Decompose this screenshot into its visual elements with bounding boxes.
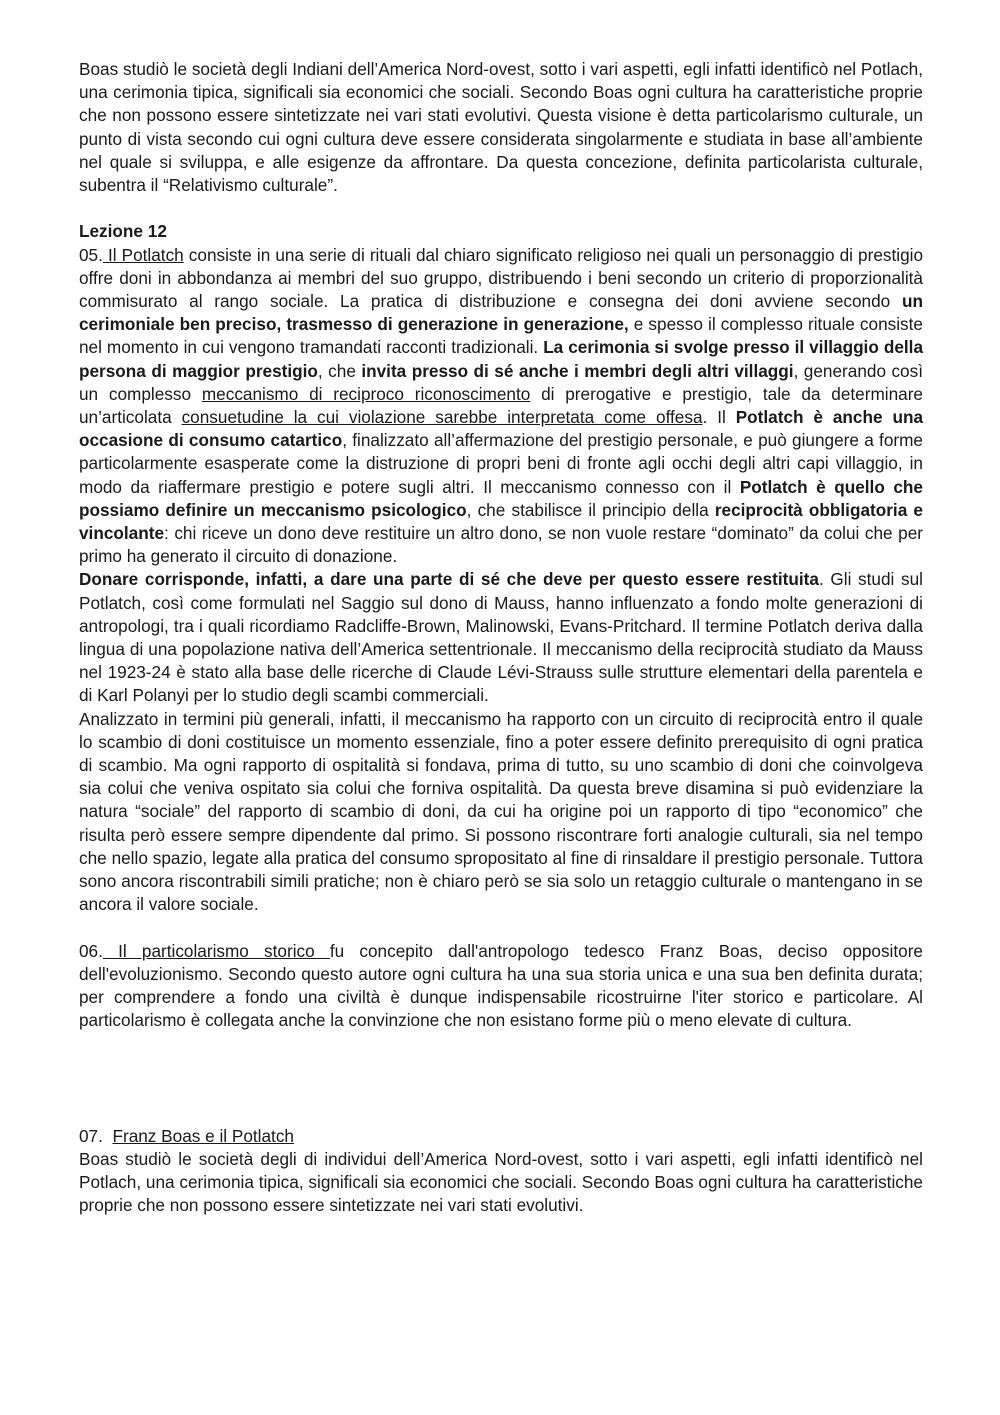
blank-space	[79, 1033, 923, 1125]
section-06-number: 06.	[79, 940, 103, 961]
section-07-title: Franz Boas e il Potlatch	[112, 1125, 294, 1146]
blank-line	[79, 917, 923, 940]
section-07-heading	[79, 1125, 923, 1148]
lesson-heading: Lezione 12	[79, 221, 167, 242]
section-07-number: 07.	[79, 1125, 103, 1146]
section-05-number: 05.	[79, 244, 103, 265]
section-07-paragraph: Boas studiò le società degli di individui dell’America Nord-ovest, sotto i vari aspetti, egli infatti identificò nel Potlach, una cerimonia tipica, significali sia economici che sociali. Secondo Boas ogni cultura ha caratteristiche proprie che non possono essere sintetizzate nei vari stati evolutivi.	[79, 1148, 923, 1216]
document-page	[79, 58, 923, 1217]
section-06-paragraph: 06. Il particolarismo storico fu concepito dall'antropologo tedesco Franz Boas, deciso oppositore dell'evoluzionismo. Secondo questo autore ogni cultura ha una sua storia unica e una sua ben definita durata; per comprendere a fondo una civiltà è dunque indispensabile ricostruirne l'iter storico e particolare. Al particolarismo è collegata anche la convinzione che non esistano forme più o meno elevate di cultura.	[79, 940, 923, 1031]
section-06-title: Il particolarismo storico	[102, 940, 330, 961]
blank-line	[79, 197, 923, 220]
section-05-paragraph-3: Analizzato in termini più generali, infatti, il meccanismo ha rapporto con un circuito di reciprocità entro il quale lo scambio di doni costituisce un momento essenziale, fino a poter essere definito prerequisito di ogni pratica di scambio. Ma ogni rapporto di ospitalità si fondava, prima di tutto, su uno scambio di doni che coinvolgeva sia colui che veniva ospitato sia colui che forniva ospitalità. Da questa breve disamina si può evidenziare la natura “sociale” del rapporto di scambio di doni, da cui ha origine poi un rapporto di tipo “economico” che risulta però essere sempre dipendente dal primo. Si possono riscontrare forti analogie culturali, sia nel tempo che nello spazio, legate alla pratica del consumo spropositato al fine di rinsaldare il prestigio personale. Tuttora sono ancora riscontrabili simili pratiche; non è chiaro però se sia solo un retaggio culturale o mantengano in se ancora il valore sociale.	[79, 708, 923, 915]
section-05-title: Il Potlatch	[102, 244, 184, 265]
intro-paragraph: Boas studiò le società degli Indiani dell’America Nord-ovest, sotto i vari aspetti, egli infatti identificò nel Potlach, una cerimonia tipica, significali sia economici che sociali. Secondo Boas ogni cultura ha caratteristiche proprie che non possono essere sintetizzate nei vari stati evolutivi. Questa visione è detta particolarismo culturale, un punto di vista secondo cui ogni cultura deve essere considerata singolarmente e studiata in base all’ambiente nel quale si sviluppa, e alle esigenze da affrontare. Da questa concezione, definita particolarista culturale, subentra il “Relativismo culturale”.	[79, 59, 923, 196]
section-05-paragraph-2: Donare corrisponde, infatti, a dare una parte di sé che deve per questo essere restituita. Gli studi sul Potlatch, così come formulati nel Saggio sul dono di Mauss, hanno influenzato a fondo molte generazioni di antropologi, tra i quali ricordiamo Radcliffe-Brown, Malinowski, Evans-Pritchard. Il termine Potlatch deriva dalla lingua di una popolazione nativa dell’America settentrionale. Il meccanismo della reciprocità studiato da Mauss nel 1923-24 è stato alla base delle ricerche di Claude Lévi-Strauss sulle strutture elementari della parentela e di Karl Polanyi per lo studio degli scambi commerciali.	[79, 569, 924, 706]
section-05-paragraph-1: 05. Il Potlatch consiste in una serie di rituali dal chiaro significato religioso nei quali un personaggio di prestigio offre doni in abbondanza ai membri del suo gruppo, distribuendo i beni secondo un criterio di proporzionalità commisurato al rango sociale. La pratica di distribuzione e consegna dei doni avviene secondo un cerimoniale ben preciso, trasmesso di generazione in generazione, e spesso il complesso rituale consiste nel momento in cui vengono tramandati racconti tradizionali. La cerimonia si svolge presso il villaggio della persona di maggior prestigio, che invita presso di sé anche i membri degli altri villaggi, generando così un complesso meccanismo di reciproco riconoscimento di prerogative e prestigio, tale da determinare un’articolata consuetudine la cui violazione sarebbe interpretata come offesa. Il Potlatch è anche una occasione di consumo catartico, finalizzato all’affermazione del prestigio personale, e può giungere a forme particolarmente esasperate come la distruzione di propri beni di fronte agli occhi degli altri capi villaggio, in modo da riaffermare prestigio e potere sugli altri. Il meccanismo connesso con il Potlatch è quello che possiamo definire un meccanismo psicologico, che stabilisce il principio della reciprocità obbligatoria e vincolante: chi riceve un dono deve restituire un altro dono, se non vuole restare “dominato” da colui che per primo ha generato il circuito di donazione.	[79, 244, 924, 567]
